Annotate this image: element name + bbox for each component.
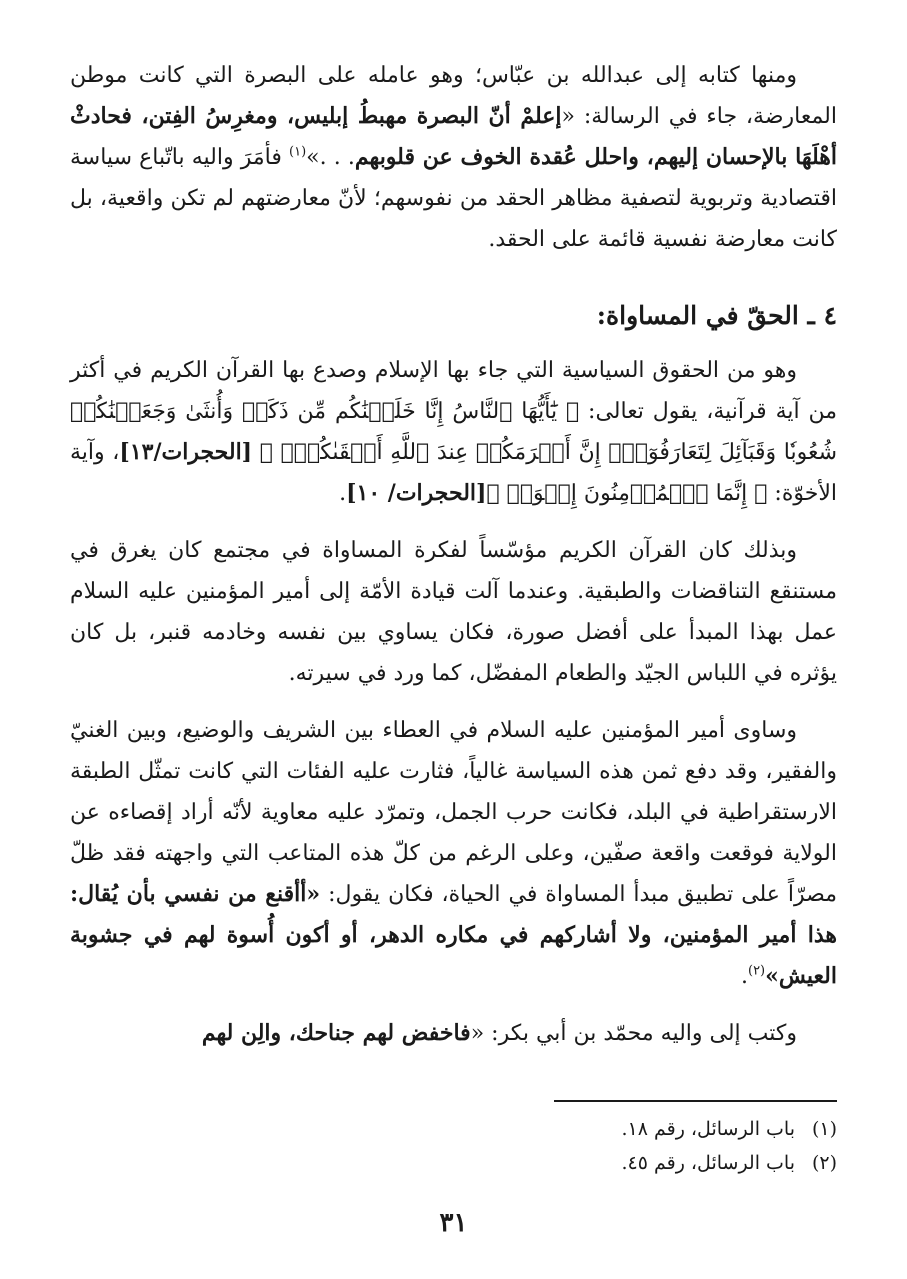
paragraph-equality-giving — [70, 710, 837, 997]
paragraph-text: ومنها كتابه إلى عبدالله بن عبّاس؛ وهو عامله على البصرة التي كانت موطن المعارضة، جاء في الرسالة: « — [70, 63, 837, 129]
period: . — [339, 481, 347, 506]
footnote-text: باب الرسائل، رقم ١٨. — [621, 1118, 795, 1140]
quote-close: . . .» — [306, 145, 355, 170]
footnote-divider — [554, 1100, 837, 1102]
paragraph-text: وكتب إلى واليه محمّد بن أبي بكر: « — [470, 1021, 797, 1046]
page-body — [70, 55, 837, 1054]
footnote-marker-1[interactable]: (١) — [289, 144, 307, 160]
paragraph-letter-muhammad — [70, 1013, 837, 1054]
paragraph-letter-ibn-abbas — [70, 55, 837, 260]
footnotes — [70, 1112, 837, 1180]
bold-quote: فاخفض لهم جناحك، والِن لهم — [201, 1020, 471, 1046]
verse-reference-hujurat-10: [الحجرات/ ١٠] — [346, 480, 487, 506]
footnote-2 — [70, 1146, 837, 1180]
paragraph-text: ، وآية الأخوّة: ﴿ إِنَّمَا ٱلۡمُؤۡمِنُونَ إِخۡوَةٞ ﴾ — [70, 440, 837, 506]
footnote-number: (٢) — [811, 1152, 837, 1174]
paragraph-text: وساوى أمير المؤمنين عليه السلام في العطاء بين الشريف والوضيع، وبين الغنيّ والفقير، وقد دفع ثمن هذه السياسة غالياً، فثارت عليه الفئات التي كانت تمثّل الطبقة الارستقراطية في البلد، فكانت حرب الجمل، وتمرّد عليه معاوية لأنّه أراد إقصاءه عن الولاية فوقعت واقعة صفّين، وعلى الرغم من كلّ هذه المتاعب التي واجهته فقد ظلّ مصرّاً على تطبيق مبدأ المساواة في الحياة، فكان يقول: — [70, 718, 838, 907]
footnote-text: باب الرسائل، رقم ٤٥. — [621, 1152, 795, 1174]
bold-quote: إعلمْ أنّ البصرة مهبطُ إبليس، ومغرِسُ الفِتن، فحادثْ أهْلَهَا بالإحسان إليهم، واحلل عُقدة الخوف عن قلوبهم — [70, 103, 837, 170]
paragraph-text: فأمَرَ واليه باتّباع سياسة اقتصادية وتربوية لتصفية مظاهر الحقد من نفوسهم؛ لأنّ معارضتهم لم تكن واقعية، بل كانت معارضة نفسية قائمة على الحقد. — [70, 145, 837, 252]
period: . — [740, 964, 748, 989]
paragraph-equality-quran — [70, 350, 837, 514]
footnote-1 — [70, 1112, 837, 1146]
paragraph-text: وهو من الحقوق السياسية التي جاء بها الإسلام وصدع بها القرآن الكريم في أكثر من آية قرآنية، يقول تعالى: ﴿ يَٰٓأَيُّهَا ٱلنَّاسُ إِنَّا خَلَقۡنَٰكُم مِّن ذَكَرٖ وَأُنثَىٰ وَجَعَلۡنَٰكُمۡ شُعُوبٗا وَقَبَآئِلَ لِتَعَارَفُوٓاْۚ إِنَّ أَكۡرَمَكُمۡ عِندَ ٱللَّهِ أَتۡقَىٰكُمۡۚ ﴾ — [70, 358, 838, 465]
verse-reference-hujurat-13: [الحجرات/١٣] — [119, 439, 253, 465]
section-heading: ٤ ـ الحقّ في المساواة: — [596, 301, 837, 330]
bold-quote: «أأقنع من نفسي بأن يُقال: هذا أمير المؤمنين، ولا أشاركهم في مكاره الدهر، أو أكون أُسوة لهم في جشوبة العيش» — [70, 881, 837, 989]
footnote-marker-2[interactable]: (٢) — [747, 963, 766, 979]
footnote-number: (١) — [811, 1118, 837, 1140]
paragraph-quran-founder: وبذلك كان القرآن الكريم مؤسّساً لفكرة المساواة في مجتمع كان يغرق في مستنقع التناقضات والطبقية. وعندما آلت قيادة الأمّة إلى أمير المؤمنين عليه السلام عمل بهذا المبدأ على أفضل صورة، فكان يساوي بين نفسه وخادمه قنبر، بل كان يؤثره في اللباس الجيّد والطعام المفضّل، كما ورد في سيرته. — [70, 538, 838, 686]
page-number: ٣١ — [439, 1208, 468, 1238]
